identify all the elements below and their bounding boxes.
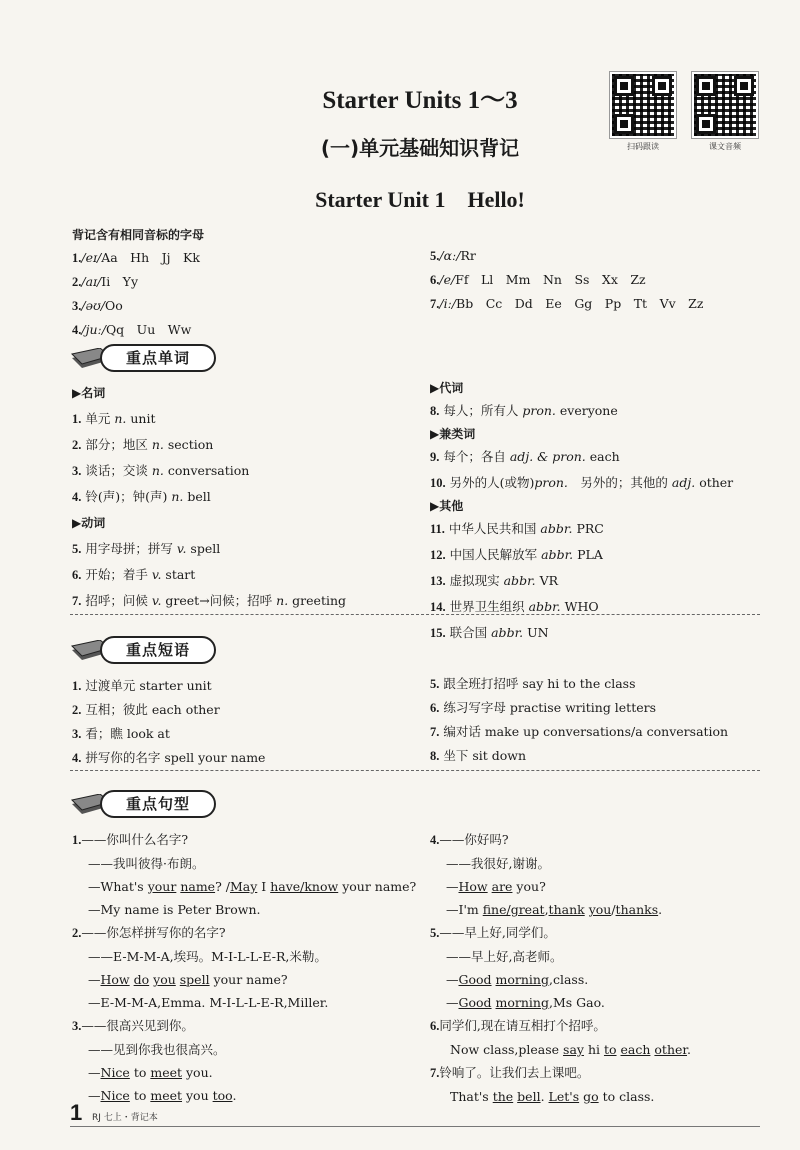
list-item: 4. 拼写你的名字 spell your name bbox=[72, 750, 266, 765]
list-item: 11. 中华人民共和国 abbr. PRC bbox=[430, 521, 604, 536]
key-phrases-banner: 重点短语 bbox=[70, 632, 220, 666]
page-meta: RJ 七上・背记本 bbox=[92, 1113, 158, 1123]
list-item: 4./juː/Qq Uu Ww bbox=[72, 322, 192, 337]
list-item: ——见到你我也很高兴。 bbox=[88, 1042, 226, 1057]
list-item: ——E-M-M-A,埃玛。M-I-L-L-E-R,米勒。 bbox=[88, 949, 327, 964]
list-item: —I'm fine/great,thank you/thanks. bbox=[446, 902, 663, 917]
list-item: 6. 开始；着手 v. start bbox=[72, 567, 196, 582]
list-item: —E-M-M-A,Emma. M-I-L-L-E-R,Miller. bbox=[88, 995, 329, 1010]
list-item: 2. 互相；彼此 each other bbox=[72, 702, 220, 717]
qr-code-icon bbox=[692, 72, 758, 138]
list-item: 6.同学们,现在请互相打个招呼。 bbox=[430, 1018, 606, 1033]
list-item: 3.——很高兴见到你。 bbox=[72, 1018, 194, 1033]
words-right-column bbox=[430, 378, 733, 646]
list-item: 1./eɪ/Aa Hh Jj Kk bbox=[72, 250, 200, 265]
page-subtitle: (一)单元基础知识背记 bbox=[320, 136, 520, 160]
other-label: ▶其他 bbox=[430, 499, 464, 513]
list-item: 5.——早上好,同学们。 bbox=[430, 925, 556, 940]
letters-heading: 背记含有相同音标的字母 bbox=[72, 228, 205, 242]
words-left-column bbox=[72, 380, 346, 614]
list-item: 6./e/Ff Ll Mm Nn Ss Xx Zz bbox=[430, 272, 646, 287]
list-item: 6. 练习写字母 practise writing letters bbox=[430, 700, 657, 715]
multi-label: ▶兼类词 bbox=[430, 427, 476, 441]
list-item: 5. 跟全班打招呼 say hi to the class bbox=[430, 676, 636, 691]
qr-caption: 课文音频 bbox=[709, 142, 741, 151]
list-item: 7.铃响了。让我们去上课吧。 bbox=[430, 1065, 590, 1080]
sentences-right-column bbox=[430, 828, 691, 1108]
list-item: 15. 联合国 abbr. UN bbox=[430, 625, 549, 640]
list-item: 1. 过渡单元 starter unit bbox=[72, 678, 212, 693]
section-divider bbox=[70, 770, 760, 771]
list-item: —What's your name? /May I have/know your name? bbox=[88, 879, 417, 894]
list-item: 7. 招呼；问候 v. greet→问候；招呼 n. greeting bbox=[72, 593, 347, 608]
list-item: ——我很好,谢谢。 bbox=[446, 856, 550, 871]
list-item: ——我叫彼得·布朗。 bbox=[88, 856, 205, 871]
list-item: 13. 虚拟现实 abbr. VR bbox=[430, 573, 559, 588]
unit-title: Starter Unit 1 Hello! bbox=[315, 187, 525, 212]
list-item: 3./əʊ/Oo bbox=[72, 298, 123, 313]
list-item: —How do you spell your name? bbox=[88, 972, 288, 987]
list-item: —How are you? bbox=[446, 879, 546, 894]
list-item: 7./iː/Bb Cc Dd Ee Gg Pp Tt Vv Zz bbox=[430, 296, 704, 311]
list-item: —My name is Peter Brown. bbox=[88, 902, 261, 917]
section-divider bbox=[70, 614, 760, 615]
nouns-label: ▶名词 bbox=[72, 386, 106, 400]
list-item: ——早上好,高老师。 bbox=[446, 949, 563, 964]
list-item: 14. 世界卫生组织 abbr. WHO bbox=[430, 599, 599, 614]
list-item: 1.——你叫什么名字? bbox=[72, 832, 189, 847]
list-item: —Nice to meet you. bbox=[88, 1065, 213, 1080]
key-sentences-banner: 重点句型 bbox=[70, 786, 220, 820]
list-item: —Good morning,Ms Gao. bbox=[446, 995, 605, 1010]
footer-rule bbox=[70, 1126, 760, 1127]
list-item: 7. 编对话 make up conversations/a conversation bbox=[430, 724, 729, 739]
key-words-banner: 重点单词 bbox=[70, 340, 220, 374]
list-item: —Good morning,class. bbox=[446, 972, 589, 987]
list-item: 8. 坐下 sit down bbox=[430, 748, 527, 763]
page-title: Starter Units 1～3 bbox=[322, 87, 518, 114]
qr-code-follow-reading[interactable] bbox=[610, 72, 676, 152]
qr-code-text-audio[interactable] bbox=[692, 72, 758, 152]
letters-right-column bbox=[430, 244, 703, 316]
list-item: 9. 每个；各自 adj. & pron. each bbox=[430, 449, 620, 464]
list-item: 1. 单元 n. unit bbox=[72, 411, 156, 426]
list-item: Now class,please say hi to each other. bbox=[450, 1042, 691, 1057]
list-item: 4.——你好吗? bbox=[430, 832, 509, 847]
list-item: 2.——你怎样拼写你的名字? bbox=[72, 925, 226, 940]
list-item: 2. 部分；地区 n. section bbox=[72, 437, 214, 452]
list-item: 2./aɪ/Ii Yy bbox=[72, 274, 138, 289]
list-item: 8. 每人；所有人 pron. everyone bbox=[430, 403, 618, 418]
qr-caption: 扫码跟读 bbox=[627, 142, 659, 151]
list-item: 5. 用字母拼；拼写 v. spell bbox=[72, 541, 221, 556]
pron-label: ▶代词 bbox=[430, 381, 464, 395]
list-item: 3. 看；瞧 look at bbox=[72, 726, 170, 741]
sentences-left-column bbox=[72, 828, 416, 1107]
page-number: 1 bbox=[70, 1100, 83, 1125]
letters-left-column bbox=[72, 246, 200, 342]
phrases-right-column bbox=[430, 672, 728, 768]
qr-code-icon bbox=[610, 72, 676, 138]
list-item: 12. 中国人民解放军 abbr. PLA bbox=[430, 547, 603, 562]
list-item: 10. 另外的人(或物)pron. 另外的；其他的 adj. other bbox=[430, 475, 734, 490]
list-item: That's the bell. Let's go to class. bbox=[450, 1089, 655, 1104]
list-item: —Nice to meet you too. bbox=[88, 1088, 237, 1103]
list-item: 4. 铃(声)；钟(声) n. bell bbox=[72, 489, 211, 504]
list-item: 3. 谈话；交谈 n. conversation bbox=[72, 463, 250, 478]
phrases-left-column bbox=[72, 674, 265, 770]
list-item: 5./ɑː/Rr bbox=[430, 248, 476, 263]
verbs-label: ▶动词 bbox=[72, 516, 106, 530]
